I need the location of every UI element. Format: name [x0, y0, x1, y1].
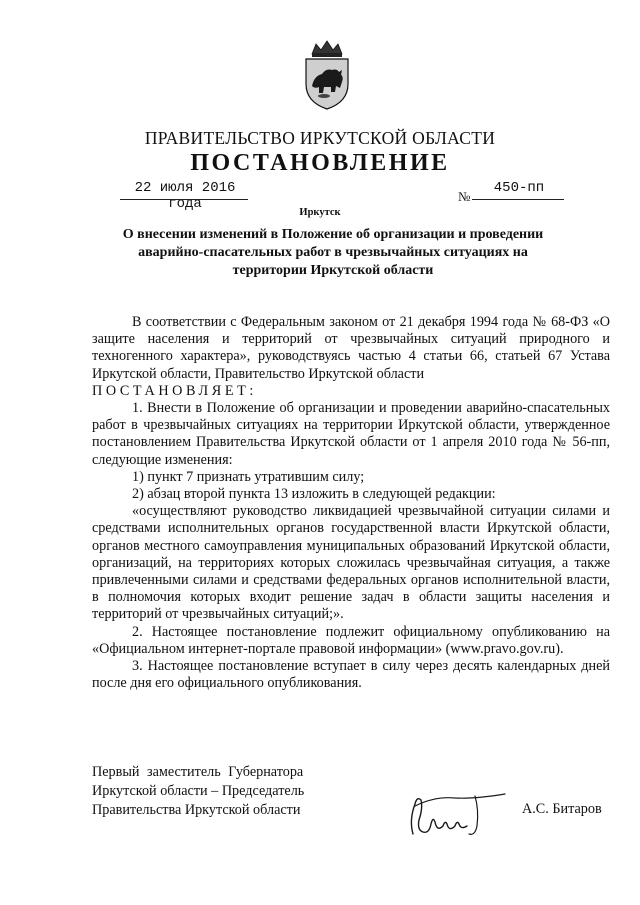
item-1-paragraph: 1. Внести в Положение об организации и проведении аварийно-спасательных работ в чрезвычайных ситуациях на территории Иркутской области, утвержденное постановлением Правительства Иркутской области от 1 апреля 2010 года № 56-пп, следующие изменения: — [92, 400, 610, 468]
item-2-paragraph: 2. Настоящее постановление подлежит официальному опубликованию на «Официальном интернет-портале правовой информации» (www.pravo.gov.ru). — [92, 623, 610, 657]
signatory-position — [92, 763, 352, 820]
coat-of-arms-icon — [300, 40, 354, 110]
item-3-paragraph: 3. Настоящее постановление вступает в силу через десять календарных дней после дня его официального опубликования. — [92, 658, 610, 692]
position-line-3: Правительства Иркутской области — [92, 802, 301, 818]
document-title: О внесении изменений в Положение об организации и проведении аварийно-спасательных работ в чрезвычайных ситуациях на территории Иркутской области — [122, 227, 544, 278]
position-line-2: Иркутской области – Председатель — [92, 783, 305, 799]
subitem-1: 1) пункт 7 признать утратившим силу; — [132, 468, 365, 485]
subitem-2: 2) абзац второй пункта 13 изложить в следующей редакции: — [132, 486, 496, 503]
city-name: Иркутск — [299, 207, 341, 218]
government-name: ПРАВИТЕЛЬСТВО ИРКУТСКОЙ ОБЛАСТИ — [144, 128, 496, 148]
resolves-word: ПОСТАНОВЛЯЕТ: — [92, 382, 257, 399]
date-underline — [120, 199, 248, 200]
preamble-paragraph: В соответствии с Федеральным законом от 21 декабря 1994 года № 68-ФЗ «О защите населения и территорий от чрезвычайных ситуаций природного и техногенного характера», руководствуясь частью 4 статьи 66, статьей 67 Устава Иркутской области, Правительство Иркутской области — [92, 314, 610, 382]
document-body — [92, 314, 610, 692]
signatory-name: А.С. Битаров — [522, 801, 602, 817]
document-type: ПОСТАНОВЛЕНИЕ — [190, 150, 450, 176]
quoted-amendment: «осуществляют руководство ликвидацией чрезвычайной ситуации силами и средствами исполнительных органов государственной власти Иркутской области, органов местного самоуправления муниципальных образований Иркутской области, организаций, на территориях которых сложилась чрезвычайная ситуация, а также привлеченными силами и средствами федеральных органов исполнительной власти, в полномочия которых входит решение задач в области защиты населения и территорий от чрезвычайных ситуаций;». — [92, 503, 610, 623]
position-line-1: Первый заместитель Губернатора — [92, 764, 304, 780]
handwritten-signature — [405, 790, 515, 840]
number-underline — [472, 199, 564, 200]
document-date: 22 июля 2016 года — [134, 180, 236, 212]
document-number: 450-пп — [493, 180, 545, 196]
number-sign: № — [458, 189, 471, 204]
